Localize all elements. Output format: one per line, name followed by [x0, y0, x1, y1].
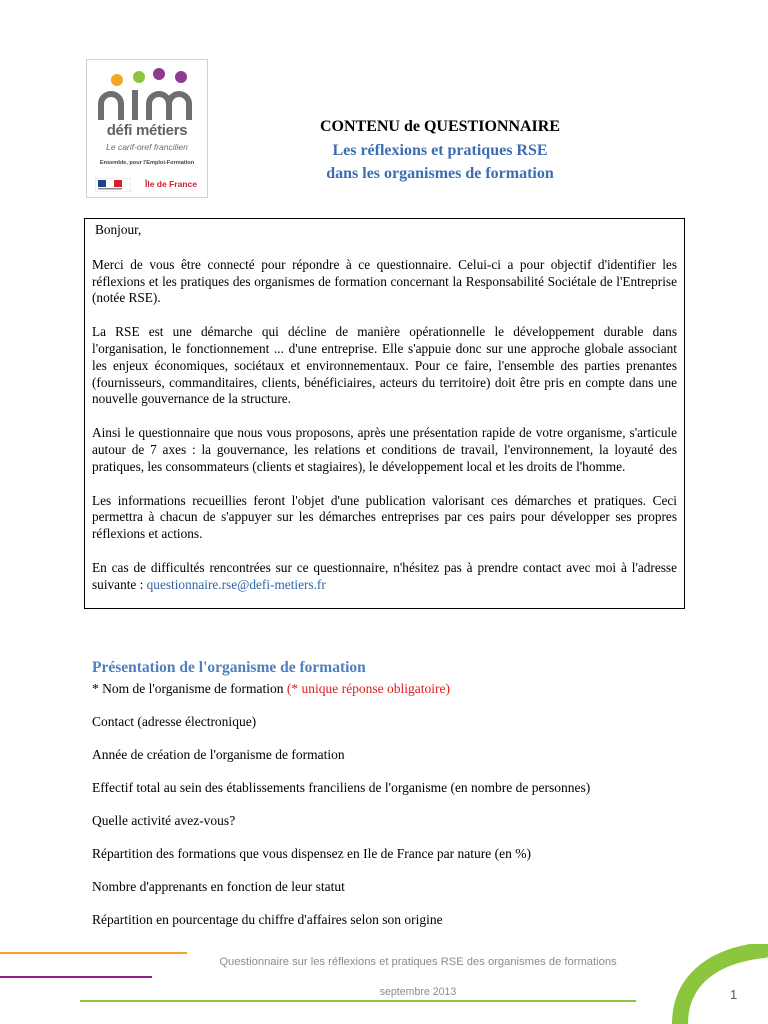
intro-paragraph: La RSE est une démarche qui décline de manière opérationnelle le développement durable dans l'organisation, le fonctionnement ... d'une entreprise. Elle s'appuie donc sur une approche globale associant les enjeux économiques, sociétaux et environnementaux. Pour ce faire, l'ensemble des parties prenantes (fournisseurs, commanditaires, clients, bénéficiaires, acteurs du territoire) doit être pris en compte dans une nouvelle gouvernance de la structure.: [92, 324, 677, 407]
contact-paragraph: [92, 560, 677, 594]
defi-metiers-logo: [86, 59, 208, 198]
footer-text: Questionnaire sur les réflexions et pratiques RSE des organismes de formations: [219, 956, 617, 968]
footer-line-orange: [0, 952, 187, 954]
question-list: [92, 681, 712, 945]
logo-name: défi métiers: [106, 122, 188, 139]
intro-paragraph: Ainsi le questionnaire que nous vous proposons, après une présentation rapide de votre organisme, s'articule autour de 7 axes : la gouvernance, les relations et conditions de travail, l'environnement, la loyauté des pratiques, les consommateurs (clients et stagiaires), le développement local et les droits de l'homme.: [92, 425, 677, 474]
intro-paragraph: Merci de vous être connecté pour répondre à ce questionnaire. Celui-ci a pour objectif d'identifier les réflexions et les pratiques des organismes de formation concernant la Responsabilité Sociétale de l'Entreprise (notée RSE).: [92, 256, 677, 306]
contact-email-link[interactable]: questionnaire.rse@defi-metiers.fr: [146, 576, 326, 592]
document-title-block: [240, 116, 640, 186]
logo-tagline: Ensemble, pour l'Emploi-Formation: [99, 160, 195, 166]
republique-francaise-flag-icon: [95, 178, 131, 192]
question-item: Année de création de l'organisme de formation: [92, 747, 345, 762]
document-title: CONTENU de QUESTIONNAIRE: [319, 118, 561, 135]
question-item: Effectif total au sein des établissements franciliens de l'organisme (en nombre de personnes): [92, 780, 591, 795]
question-item: Nombre d'apprenants en fonction de leur statut: [92, 879, 345, 894]
question-item: [92, 681, 712, 714]
greeting: Bonjour,: [95, 222, 142, 237]
decorative-arc-icon: [672, 944, 768, 1024]
region-label: Île de France: [145, 179, 197, 189]
question-item: Répartition en pourcentage du chiffre d'affaires selon son origine: [92, 912, 443, 927]
question-item: Quelle activité avez-vous?: [92, 813, 236, 828]
contact-text: En cas de difficultés rencontrées sur ce questionnaire, n'hésitez pas à prendre contact avec moi à l'adresse suivante :: [92, 559, 677, 592]
page-number: 1: [730, 987, 738, 1002]
footer-line-purple: [0, 976, 152, 978]
question-text: * Nom de l'organisme de formation: [92, 681, 287, 696]
section-title: Présentation de l'organisme de formation: [92, 659, 366, 676]
intro-paragraph: Les informations recueillies feront l'objet d'une publication valorisant ces démarches et pratiques. Ceci permettra à chacun de s'appuyer sur les démarches entreprises par ces pairs pour développer ses propres réflexions et actions.: [92, 492, 677, 542]
question-item: Contact (adresse électronique): [92, 714, 257, 729]
logo-mark-icon: [87, 60, 207, 122]
required-note: (* unique réponse obligatoire): [286, 681, 450, 696]
intro-box: [84, 218, 685, 609]
question-item: Répartition des formations que vous dispensez en Ile de France par nature (en %): [92, 846, 531, 861]
footer-date: septembre 2013: [379, 986, 457, 998]
document-subtitle-1: Les réflexions et pratiques RSE: [332, 142, 548, 159]
document-subtitle-2: dans les organismes de formation: [326, 165, 554, 182]
footer-line-green: [80, 1000, 636, 1002]
logo-subtitle: Le carif-oref francilien: [106, 142, 188, 152]
